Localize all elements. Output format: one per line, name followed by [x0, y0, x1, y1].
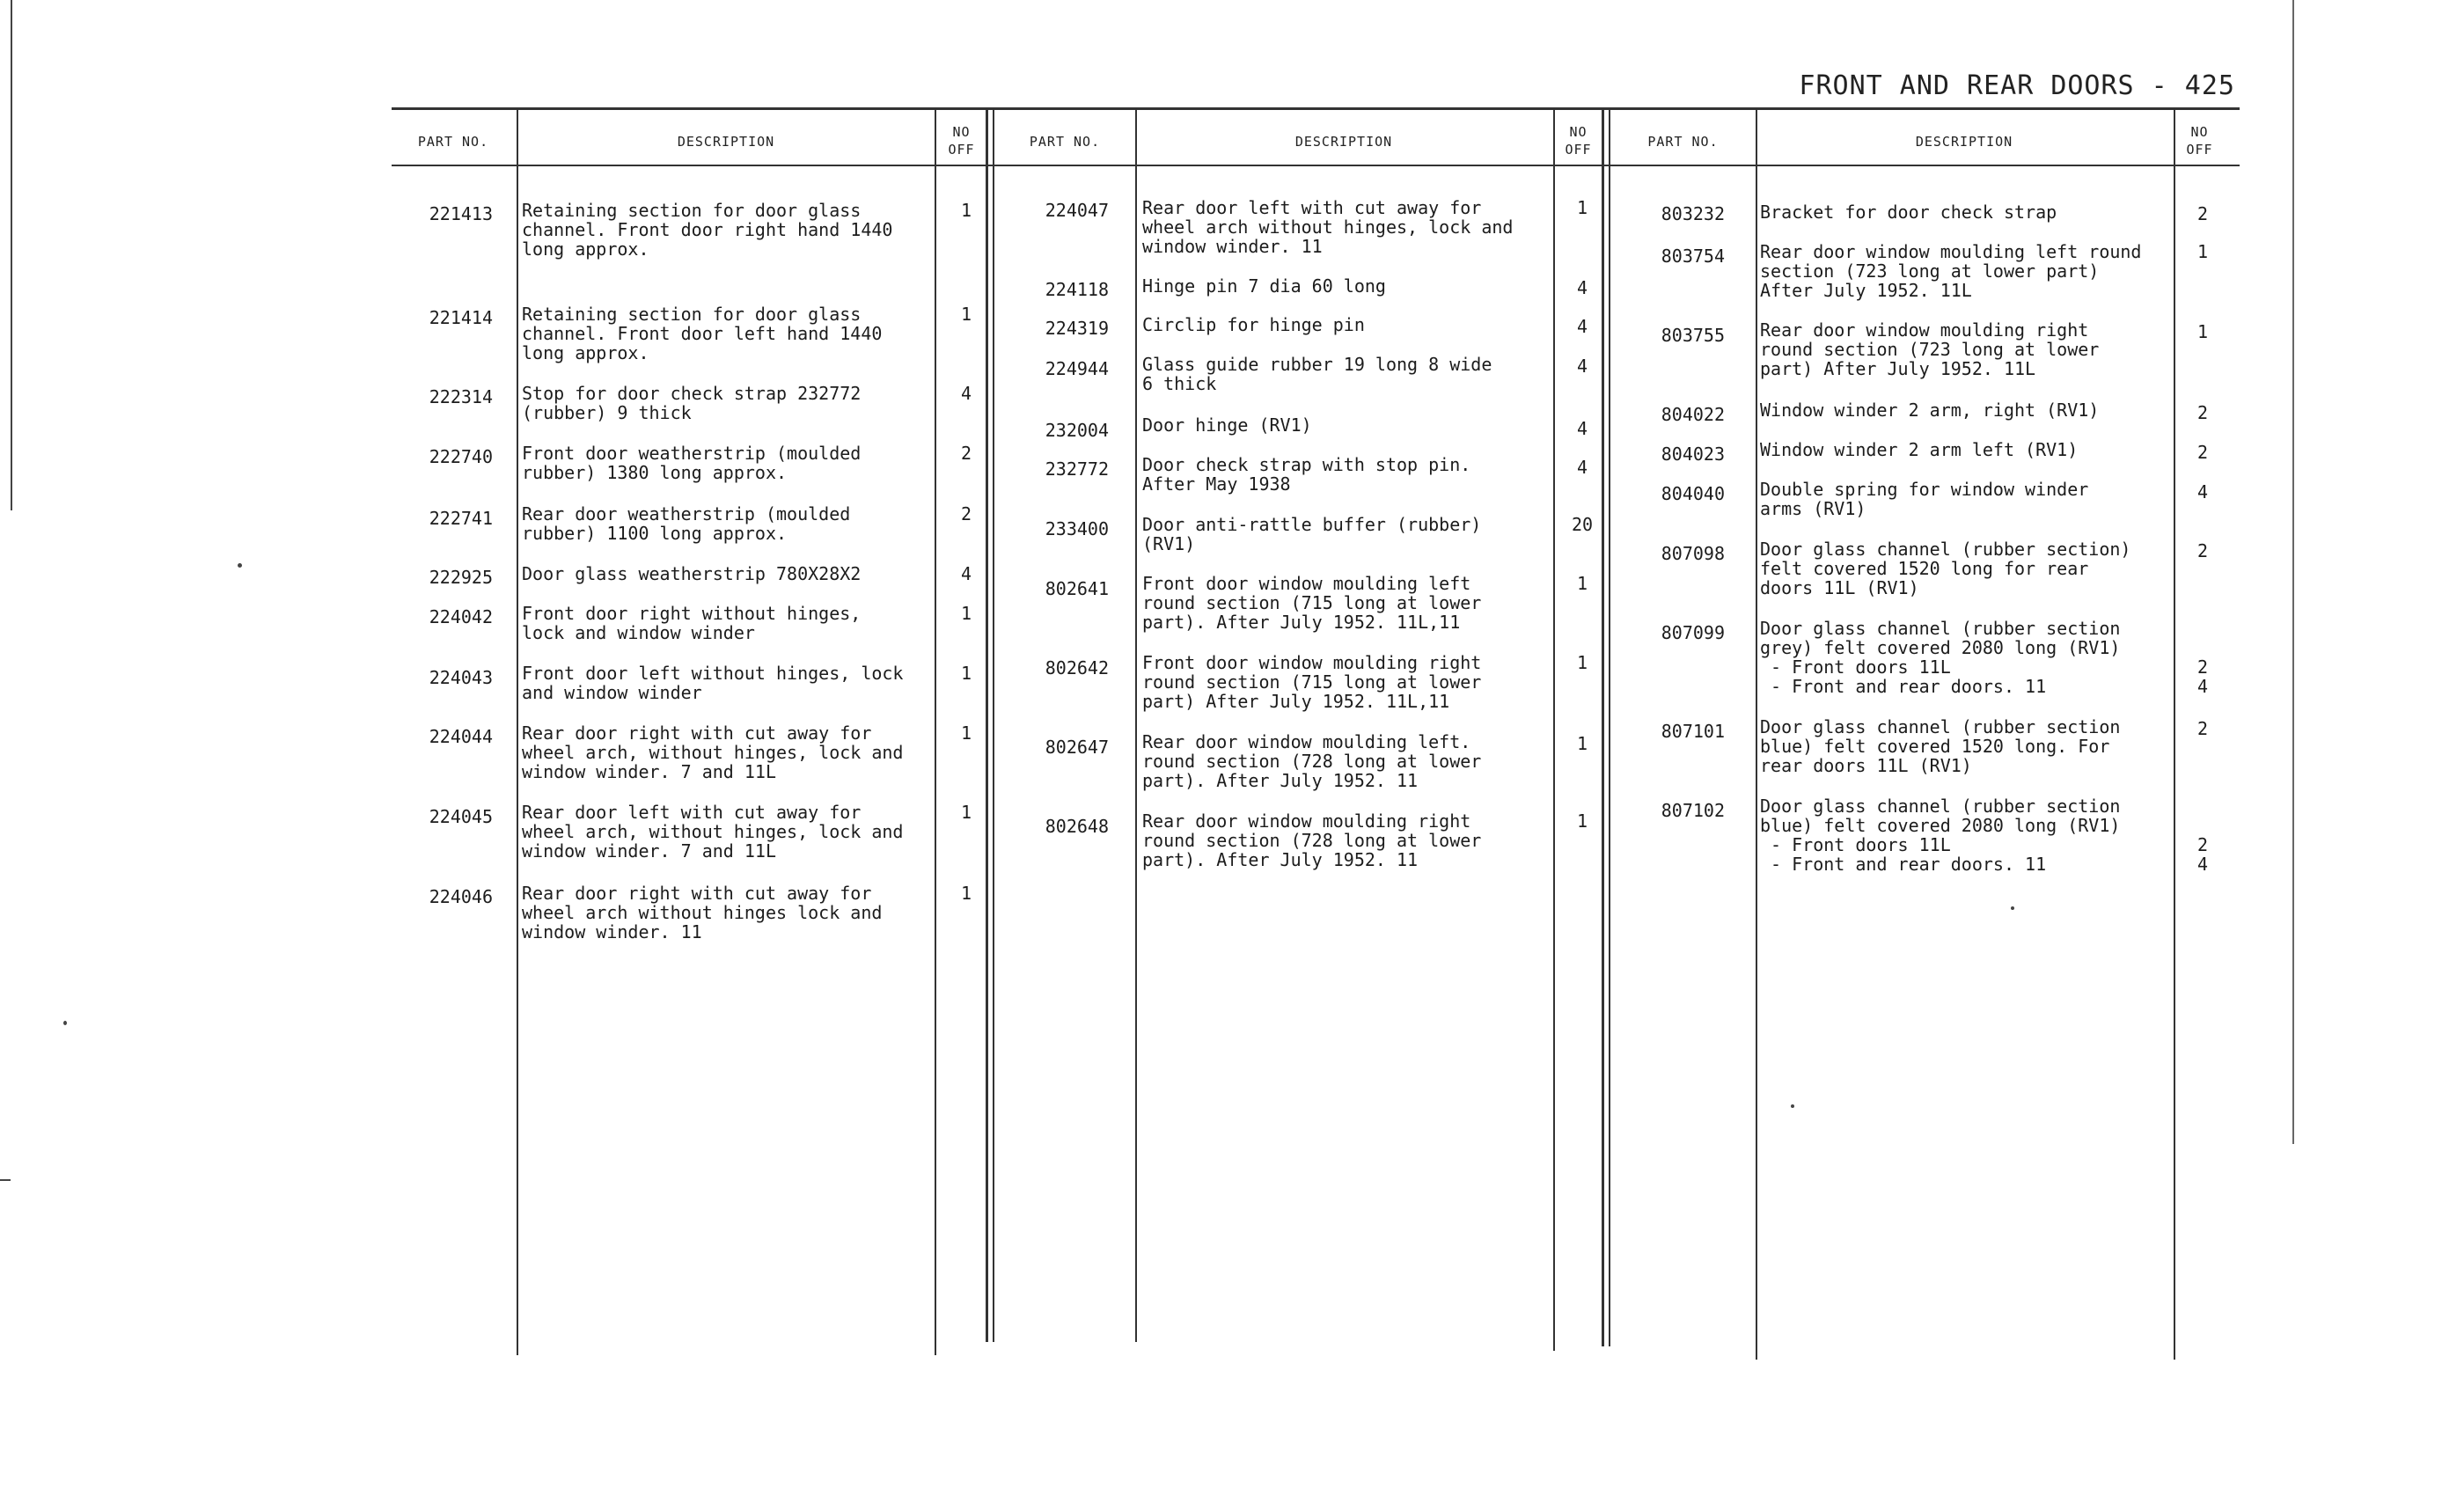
- part-number: 224044: [429, 726, 493, 747]
- part-number: 804023: [1661, 444, 1725, 465]
- part-number: 224319: [1045, 318, 1109, 339]
- header-description: DESCRIPTION: [1915, 134, 2013, 150]
- column-divider: [1756, 110, 1757, 1360]
- part-description: Door check strap with stop pin. After May 1938: [1142, 454, 1471, 495]
- part-number: 224047: [1045, 200, 1109, 221]
- quantity: 1: [960, 802, 972, 823]
- part-description: Bracket for door check strap: [1760, 202, 2057, 223]
- part-number: 807102: [1661, 800, 1725, 821]
- part-number: 802641: [1045, 578, 1109, 599]
- part-description: Rear door window moulding right round section (723 long at lower part) After July 1952. 11L: [1760, 319, 2100, 379]
- quantity: 2: [960, 443, 972, 464]
- quantity: 4: [1576, 356, 1588, 377]
- part-description: Circlip for hinge pin: [1142, 314, 1365, 335]
- quantity: 4: [2196, 481, 2209, 502]
- scan-speck: [1791, 1104, 1794, 1108]
- header-no-off: NO OFF: [948, 124, 975, 158]
- part-description: Rear door weatherstrip (moulded rubber) 1100 long approx.: [522, 503, 851, 544]
- quantity: 2 4: [2196, 834, 2209, 875]
- quantity: 1: [960, 883, 972, 904]
- part-description: Retaining section for door glass channel. Front door left hand 1440 long approx.: [522, 304, 883, 363]
- part-description: Retaining section for door glass channel. Front door right hand 1440 long approx.: [522, 200, 893, 260]
- page-edge-line: [11, 0, 12, 510]
- part-description: Window winder 2 arm left (RV1): [1760, 439, 2079, 460]
- part-number: 232004: [1045, 420, 1109, 441]
- quantity: 1: [960, 663, 972, 684]
- scan-mark: [0, 1179, 11, 1181]
- part-number: 807098: [1661, 543, 1725, 564]
- quantity: 1: [2196, 321, 2209, 342]
- header-no-off: NO OFF: [2186, 124, 2213, 158]
- page-title: FRONT AND REAR DOORS - 425: [1799, 70, 2235, 101]
- quantity: 2: [2196, 402, 2209, 423]
- header-part-no: PART NO.: [1647, 134, 1719, 150]
- header-description: DESCRIPTION: [1294, 134, 1393, 150]
- part-description: Window winder 2 arm, right (RV1): [1760, 400, 2100, 421]
- quantity: 2: [2196, 718, 2209, 739]
- part-number: 224944: [1045, 358, 1109, 379]
- part-description: Rear door right with cut away for wheel arch, without hinges, lock and window winder. 7 and 11L: [522, 722, 904, 782]
- column-divider: [1135, 110, 1137, 1342]
- part-description: Glass guide rubber 19 long 8 wide 6 thick: [1142, 354, 1492, 394]
- quantity: 4: [960, 563, 972, 584]
- part-description: Door glass channel (rubber section) felt covered 1520 long for rear doors 11L (RV1): [1760, 539, 2131, 598]
- part-number: 802642: [1045, 657, 1109, 678]
- header-description: DESCRIPTION: [677, 134, 775, 150]
- part-description: Stop for door check strap 232772 (rubber) 9 thick: [522, 383, 862, 423]
- quantity: 1: [1576, 197, 1588, 218]
- part-number: 802647: [1045, 737, 1109, 758]
- part-description: Front door weatherstrip (moulded rubber) 1380 long approx.: [522, 443, 862, 483]
- part-description: Front door window moulding left round section (715 long at lower part). After July 1952. 11L,11: [1142, 573, 1482, 633]
- header-top-rule: [392, 107, 2240, 110]
- column-divider: [517, 110, 518, 1355]
- part-number: 233400: [1045, 518, 1109, 539]
- quantity: 2 4: [2196, 656, 2209, 697]
- column-divider: [2174, 110, 2175, 1360]
- part-number: 224118: [1045, 279, 1109, 300]
- header-bottom-rule: [392, 165, 2240, 166]
- part-number: 803754: [1661, 246, 1725, 267]
- scan-speck: [63, 1021, 67, 1025]
- part-number: 807101: [1661, 721, 1725, 742]
- page-edge-line: [2292, 0, 2294, 1144]
- quantity: 4: [1576, 316, 1588, 337]
- part-number: 222741: [429, 508, 493, 529]
- part-description: Door glass channel (rubber section blue) felt covered 1520 long. For rear doors 11L (RV1): [1760, 716, 2121, 776]
- part-description: Rear door window moulding right round section (728 long at lower part). After July 1952. 11: [1142, 810, 1482, 870]
- quantity: 2: [2196, 442, 2209, 463]
- quantity: 1: [2196, 241, 2209, 262]
- part-number: 224045: [429, 806, 493, 827]
- quantity: 1: [960, 304, 972, 325]
- part-description: Front door left without hinges, lock and window winder: [522, 663, 904, 703]
- scan-speck: [2011, 906, 2014, 910]
- quantity: 4: [1576, 277, 1588, 298]
- quantity: 1: [960, 200, 972, 221]
- part-number: 224043: [429, 667, 493, 688]
- quantity: 1: [1576, 652, 1588, 673]
- part-description: Double spring for window winder arms (RV1): [1760, 479, 2089, 519]
- part-number: 232772: [1045, 458, 1109, 480]
- header-no-off: NO OFF: [1565, 124, 1592, 158]
- part-number: 222925: [429, 567, 493, 588]
- quantity: 4: [1576, 457, 1588, 478]
- part-number: 802648: [1045, 816, 1109, 837]
- part-description: Rear door window moulding left round section (723 long at lower part) After July 1952. 11L: [1760, 241, 2142, 301]
- header-part-no: PART NO.: [1029, 134, 1101, 150]
- part-number: 224046: [429, 886, 493, 907]
- quantity: 1: [1576, 733, 1588, 754]
- part-number: 804040: [1661, 483, 1725, 504]
- part-description: Front door right without hinges, lock and window winder: [522, 603, 862, 643]
- quantity: 4: [960, 383, 972, 404]
- part-description: Rear door right with cut away for wheel arch without hinges lock and window winder. 11: [522, 883, 883, 942]
- part-description: Rear door left with cut away for wheel arch, without hinges, lock and window winder. 7 and 11L: [522, 802, 904, 862]
- part-number: 222314: [429, 386, 493, 407]
- quantity: 1: [1576, 573, 1588, 594]
- part-number: 224042: [429, 606, 493, 627]
- scan-speck: [238, 563, 242, 568]
- part-description: Rear door window moulding left. round section (728 long at lower part). After July 1952. 11: [1142, 731, 1482, 791]
- column-divider: [1553, 110, 1555, 1351]
- quantity: 4: [1576, 418, 1588, 439]
- part-description: Hinge pin 7 dia 60 long: [1142, 275, 1386, 297]
- part-description: Door anti-rattle buffer (rubber) (RV1): [1142, 514, 1482, 554]
- part-number: 803755: [1661, 325, 1725, 346]
- header-part-no: PART NO.: [417, 134, 489, 150]
- part-number: 221414: [429, 307, 493, 328]
- part-number: 807099: [1661, 622, 1725, 643]
- part-description: Rear door left with cut away for wheel arch without hinges, lock and window winder. 11: [1142, 197, 1514, 257]
- part-number: 804022: [1661, 404, 1725, 425]
- quantity: 1: [960, 603, 972, 624]
- quantity: 1: [960, 722, 972, 744]
- part-number: 221413: [429, 203, 493, 224]
- part-description: Door glass channel (rubber section blue) felt covered 2080 long (RV1) - Front doors 11L - Front and rear doors. 11: [1760, 796, 2121, 875]
- part-description: Door hinge (RV1): [1142, 414, 1312, 436]
- quantity: 20: [1571, 514, 1594, 535]
- quantity: 1: [1576, 810, 1588, 832]
- part-description: Front door window moulding right round section (715 long at lower part) After July 1952. 11L,11: [1142, 652, 1482, 712]
- quantity: 2: [960, 503, 972, 524]
- part-description: Door glass weatherstrip 780X28X2: [522, 563, 862, 584]
- part-number: 222740: [429, 446, 493, 467]
- part-description: Door glass channel (rubber section grey) felt covered 2080 long (RV1) - Front doors 11L - Front and rear doors. 11: [1760, 618, 2121, 697]
- quantity: 2: [2196, 540, 2209, 561]
- part-number: 803232: [1661, 203, 1725, 224]
- quantity: 2: [2196, 203, 2209, 224]
